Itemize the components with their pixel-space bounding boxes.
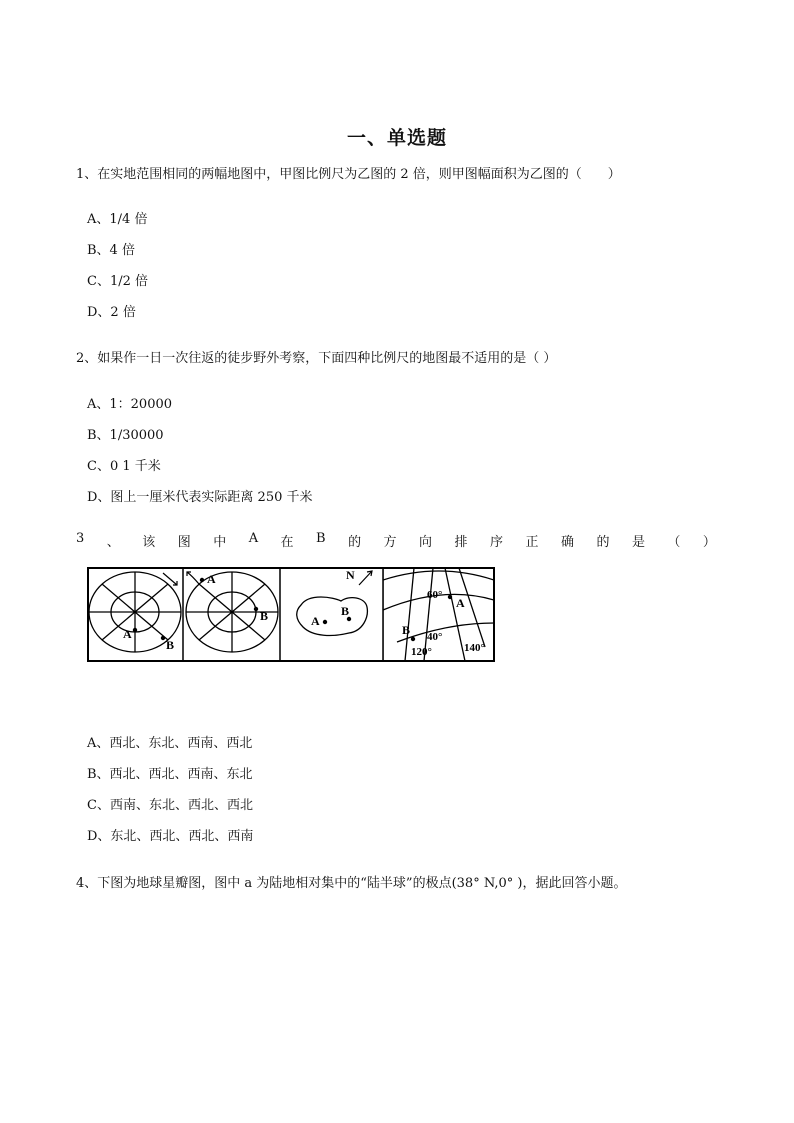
question-2-option-a: A、1：20000 (87, 397, 173, 412)
stem-char: B (316, 531, 326, 546)
stem-char: 是 (631, 535, 645, 550)
question-3-option-b: B、西北、西北、西南、东北 (87, 767, 253, 782)
question-1-stem: 1、在实地范围相同的两幅地图中，甲图比例尺为乙图的 2 倍，则甲图幅面积为乙图的（ ） (76, 167, 621, 182)
stem-char: 、 (106, 535, 120, 550)
point-a-marker (323, 620, 327, 624)
question-1-option-a: A、1/4 倍 (87, 212, 148, 227)
question-3-option-c: C、西南、东北、西北、西北 (87, 798, 253, 813)
stem-char: 确 (560, 535, 574, 550)
direction-figure (87, 567, 497, 663)
stem-char: ） (702, 535, 716, 550)
question-1-option-c: C、1/2 倍 (87, 274, 149, 289)
label-b: B (166, 638, 175, 652)
question-2-option-b: B、1/30000 (87, 428, 164, 443)
stem-char: 中 (213, 535, 227, 550)
stem-char: 序 (490, 535, 504, 550)
label-a: A (311, 614, 320, 628)
stem-char: 该 (142, 535, 156, 550)
question-2-option-c: C、0 1 千米 (87, 459, 161, 474)
rotation-arrow-icon (163, 573, 177, 585)
rotation-arrow-icon (187, 572, 199, 584)
question-1-option-b: B、4 倍 (87, 243, 135, 258)
label-a: A (456, 596, 465, 610)
point-a-marker (133, 628, 137, 632)
stem-char: 正 (525, 535, 539, 550)
figure-frame (88, 568, 494, 661)
island-outline (297, 597, 368, 635)
label-lat-60: 60° (427, 589, 443, 601)
question-3-option-a: A、西北、东北、西南、西北 (87, 736, 253, 751)
label-a: A (207, 572, 216, 586)
point-b-marker (161, 636, 165, 640)
label-b: B (260, 609, 269, 623)
label-lon-120: 120° (411, 646, 432, 658)
stem-char: 在 (280, 535, 294, 550)
stem-char: （ (667, 535, 681, 550)
question-1-option-d: D、2 倍 (87, 305, 136, 320)
stem-char: 3 (76, 531, 85, 546)
point-b-marker (254, 607, 258, 611)
label-b: B (341, 604, 350, 618)
stem-char: 的 (596, 535, 610, 550)
point-a-marker (200, 578, 204, 582)
label-a: A (123, 627, 132, 641)
point-b-marker (411, 637, 415, 641)
stem-char: A (248, 531, 259, 546)
section-title: 一、单选题 (346, 127, 447, 149)
label-lon-140: 140° (464, 642, 485, 654)
label-lat-40: 40° (427, 631, 443, 643)
stem-char: 图 (177, 535, 191, 550)
question-2-option-d: D、图上一厘米代表实际距离 250 千米 (87, 490, 313, 505)
question-2-stem: 2、如果作一日一次往返的徒步野外考察，下面四种比例尺的地图最不适用的是（ ） (76, 351, 557, 366)
stem-char: 方 (383, 535, 397, 550)
north-label: N (346, 568, 355, 582)
stem-char: 排 (454, 535, 468, 550)
question-4-stem: 4、下图为地球星瓣图，图中 a 为陆地相对集中的“陆半球”的极点(38° N,0° )，据此回答小题。 (76, 876, 627, 891)
question-3-option-d: D、东北、西北、西北、西南 (87, 829, 254, 844)
stem-char: 向 (419, 535, 433, 550)
stem-char: 的 (348, 535, 362, 550)
point-a-marker (448, 595, 452, 599)
label-b: B (402, 623, 411, 637)
question-3-stem (76, 531, 716, 550)
north-arrow-icon (359, 571, 372, 585)
